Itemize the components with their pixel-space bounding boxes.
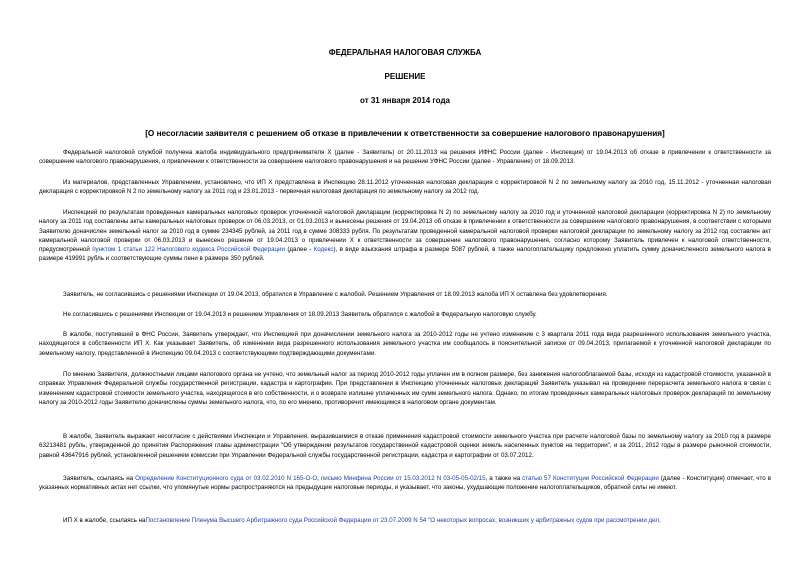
paragraph-8: В жалобе, Заявитель выражает несогласие с действиями Инспекции и Управления, выразившимися в отказе применения кадастровой стоимости земельного участка при расчете налоговой базы по земельному налогу за 2010 год в размере 63213481 рубль, утвержденной до принятия Распоряжения главы администрации "Об утверждении результатов государственной кадастровой оценки земель населенных пунктов на территории", и за 2011, 2012 годы в размере рыночной стоимости, равной 43647916 рублей, установленной решением комиссии при Управлении Федеральной службы государственной регистрации, кадастра и картографии от 03.07.2012. (39, 433, 771, 459)
paragraph-9-text-a: Заявитель, ссылаясь на (63, 475, 136, 482)
link-nk-article-122[interactable]: пунктом 1 статьи 122 Налогового кодекса Российской Федерации (92, 246, 285, 254)
link-vas-plenum-resolution[interactable]: Постановление Пленума Высшего Арбитражного суда Российской Федерации от 23.07.2009 N 54 "О некоторых вопросах, возникших у арбитражных судов при рассмотрении дел, (145, 517, 661, 524)
paragraph-9-text-d: (далее - Конституция) отмечает, что в указанных нормативных актах нет ссылки, что упомянутые нормы распространяются на предыдущие налоговые периоды, и указывает, что законы, ухудшающие положение налогоплательщиков, обратной силы не имеют. (39, 475, 771, 492)
paragraph-9-text-c: , а также на (485, 475, 523, 482)
document-page (39, 0, 771, 524)
paragraph-7: По мнению Заявителя, должностными лицами налогового органа не учтено, что земельный налог за период 2010-2012 годы уплачен им в полном размере, без занижения налогооблагаемой базы, исходя из кадастровой стоимости, указанной в справках Управления Федеральной службы государственной регистрации, кадастра и картографии. При представлении в Инспекцию уточненных налоговых деклараций Заявитель указывал на проведение перерасчета земельного налога в связи с изменением кадастровой стоимости земельного участка, находящегося в его собственности, и о возврате излишне уплаченных им сумм земельного налога. Однако, по итогам проведенных камеральных налоговых проверок деклараций по земельному налогу за 2010-2012 годы Заявителю доначислены суммы земельного налога, что, по его мнению, противоречит имеющимся в налоговом органе документам. (39, 371, 771, 406)
paragraph-4: Заявитель, не согласившись с решениями Инспекции от 19.04.2013, обратился в Управление с жалобой. Решением Управления от 18.09.2013 жалоба ИП Х оставлена без удовлетворения. (63, 291, 608, 298)
doc-type-heading: РЕШЕНИЕ (384, 72, 426, 81)
paragraph-3 (39, 208, 771, 264)
paragraph-5: Не согласившись с решениями Инспекции от 19.04.2013 и решением Управления от 18.09.2013 Заявитель обратился с жалобой в Федеральную налоговую службу. (63, 311, 537, 318)
paragraph-3-text-b: (далее - (284, 246, 314, 254)
paragraph-10-text-a: ИП Х в жалобе, ссылаясь на (63, 517, 146, 524)
paragraph-6: В жалобе, поступившей в ФНС России, Заявитель утверждает, что Инспекцией при доначислении земельного налога за 2010-2012 годы не учтено изменение с 3 квартала 2011 года вида разрешенного использования земельного участка, находящегося в собственности ИП Х. Как указывает Заявитель, об изменении вида разрешенного использования земельного участка им сообщалось в пояснительной записке от 09.04.2013, прилагаемой к уточненной налоговой декларации по земельному налогу, представленной в Инспекцию 09.04.2013 с соответствующими подтверждающими документами. (39, 331, 771, 357)
agency-heading: ФЕДЕРАЛЬНАЯ НАЛОГОВАЯ СЛУЖБА (328, 48, 482, 57)
paragraph-10 (39, 516, 771, 525)
link-kodeks[interactable]: Кодекс (313, 246, 334, 254)
paragraph-3-text-a: Инспекцией по результатам проведенных камеральных налоговых проверок уточненной налоговой декларации (корректировка N 2) по земельному налогу за 2010 год и уточненной налоговой декларации (корректировка N 2) по земельному налогу за 2011 год составлены акты камеральных налоговых проверок от 06.03.2013, от 01.03.2013 и вынесены решения от 19.04.2013 об отказе в привлечении к ответственности за совершение налогового правонарушения, в соответствии с которыми Заявителю доначислен земельный налог за 2010 год в сумме 234345 рублей, за 2011 год в сумме 308333 рубля. По результатам проведенной камеральной налоговой проверки налоговой декларации по земельному налогу за 2012 год составлен акт камеральной налоговой проверки от 06.03.2013 и вынесено решение от 19.04.2013 о привлечении Х к ответственности за совершение налогового правонарушения, согласно которому Заявитель привлечен к налоговой ответственности, предусмотренной (39, 209, 771, 254)
link-ks-ruling[interactable]: Определение Конституционного суда от 03.02.2010 N 165-О-О (135, 475, 318, 482)
paragraph-2: Из материалов, представленных Управлением, установлено, что ИП Х представлена в Инспекцию 28.11.2012 уточненная налоговая декларация с корректировкой N 2 по земельному налогу за 2010 год, 15.11.2012 - уточненная налоговая декларация с корректировкой N 2 по земельному налогу за 2011 год и 23.01.2013 - первичная налоговая декларация по земельному налогу за 2012 год. (39, 179, 771, 196)
paragraph-9 (39, 474, 771, 493)
paragraph-1: Федеральной налоговой службой получена жалоба индивидуального предпринимателя Х (далее - Заявитель) от 20.11.2013 на решения ИФНС России (далее - Инспекция) от 19.04.2013 об отказе в привлечении к ответственности за совершение налогового правонарушения, о привлечении к ответственности за совершение налогового правонарушения и на решение УФНС России (далее - Управление) от 18.09.2013. (39, 149, 771, 166)
link-minfin-letter[interactable]: письмо Минфина России от 15.03.2012 N 03-05-05-02/15 (320, 475, 486, 482)
doc-date-heading: от 31 января 2014 года (360, 96, 450, 105)
paragraph-9-text-b: , (317, 475, 321, 482)
paragraph-3-text-c: ), в виде взыскания штрафа в размере 5087 рублей, в также налогоплательщику предложено уплатить сумму доначисленного земельного налога в размере 419991 рубль и соответствующие суммы пени в размере 350 рублей. (39, 246, 771, 263)
link-constitution-article-57[interactable]: статью 57 Конституции Российской Федерации (522, 475, 659, 482)
document-subject: [О несогласии заявителя с решением об отказе в привлечении к ответственности за совершение налогового правонарушения] (145, 129, 665, 138)
